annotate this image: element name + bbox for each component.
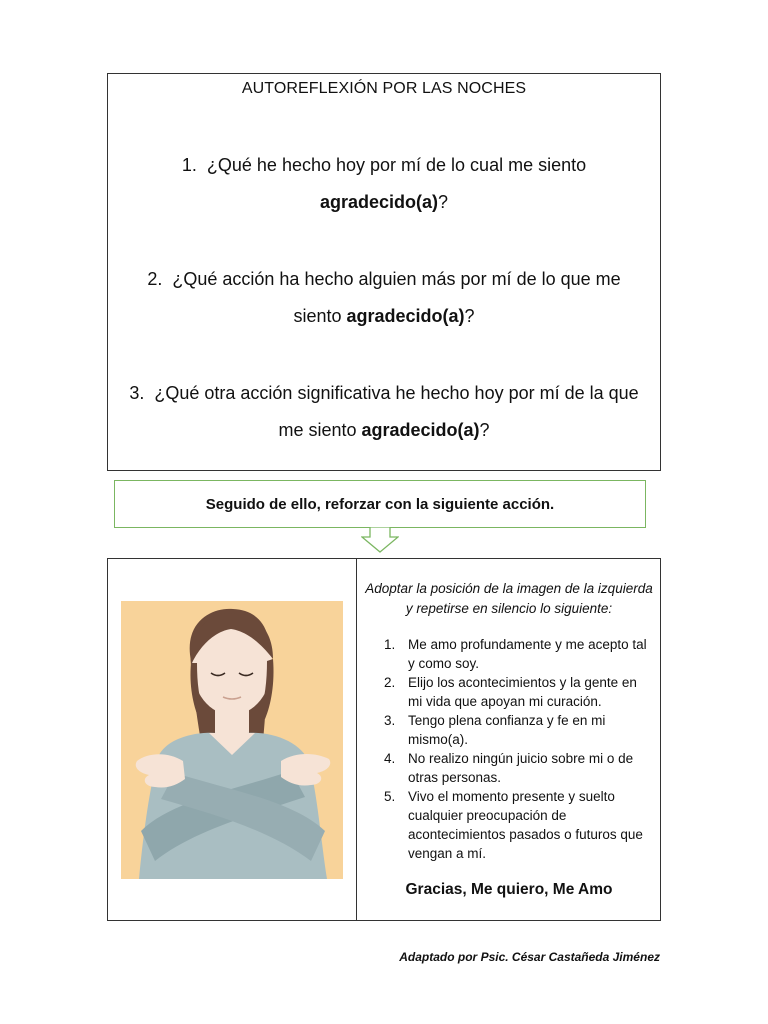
list-item: 5. Vivo el momento presente y suelto cualquier preocupación de acontecimientos pasados o futuros que vengan a mí. (384, 789, 643, 861)
down-arrow-icon (361, 527, 399, 553)
connector-text: Seguido de ello, reforzar con la siguiente acción. (205, 495, 555, 513)
affirmations-list (380, 635, 652, 863)
author-credit: Adaptado por Psic. César Castañeda Jiménez (399, 950, 660, 964)
list-item: 4. No realizo ningún juicio sobre mi o de otras personas. (384, 751, 634, 785)
emphasis-word: agradecido(a) (346, 306, 465, 326)
question-text: ¿Qué he hecho hoy por mí de lo cual me siento (206, 155, 587, 175)
reflection-title: AUTOREFLEXIÓN POR LAS NOCHES (241, 80, 527, 97)
list-item: 3. Tengo plena confianza y fe en mi mismo(a). (384, 713, 606, 747)
question-text: ¿Qué acción ha hecho alguien más por mí de lo que me (172, 269, 621, 289)
emphasis-word: agradecido(a) (319, 192, 438, 212)
self-hug-illustration (121, 601, 343, 879)
question-number: 2. (147, 269, 163, 289)
emphasis-word: agradecido(a) (361, 420, 480, 440)
practice-box (107, 558, 661, 921)
question-number: 1. (181, 155, 197, 175)
list-item: 1. Me amo profundamente y me acepto tal y como soy. (384, 637, 647, 671)
reflection-box: AUTOREFLEXIÓN POR LAS NOCHES 1. ¿Qué he hecho hoy por mí de lo cual me siento agradecido(a)? 2. ¿Qué acción ha hecho alguien más por mí de lo que me siento agradecido(a)? 3. ¿Qué otra acción significativa he hecho hoy por mí de la que me siento agradecido(a)? (107, 73, 661, 471)
practice-intro: Adoptar la posición de la imagen de la izquierda y repetirse en silencio lo siguiente: (365, 581, 653, 616)
column-divider (356, 559, 357, 920)
closing-affirmation: Gracias, Me quiero, Me Amo (405, 881, 613, 898)
connector-box (114, 480, 646, 528)
question-text: ¿Qué otra acción significativa he hecho hoy por mí de la que (154, 383, 639, 403)
question-number: 3. (129, 383, 145, 403)
list-item: 2. Elijo los acontecimientos y la gente en mi vida que apoyan mi curación. (384, 675, 637, 709)
